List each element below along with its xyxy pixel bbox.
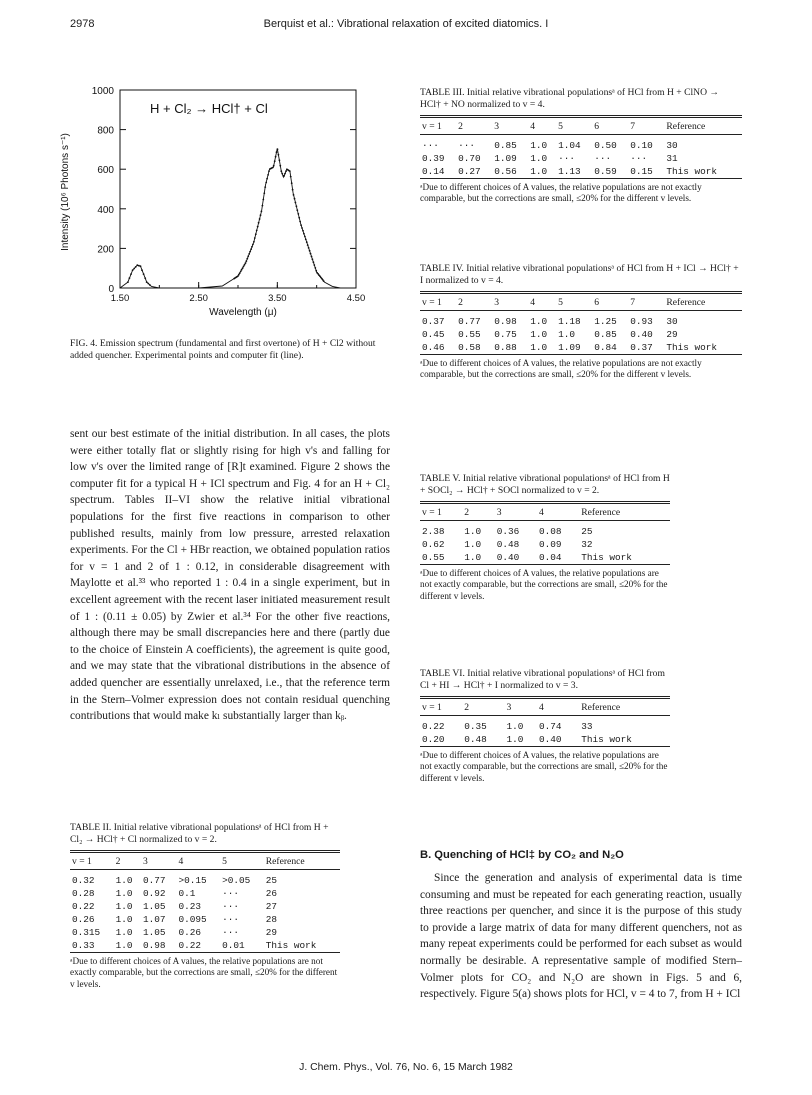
table-row — [420, 538, 670, 551]
chart-ylabel: Intensity (10⁶ Photons s⁻¹) — [60, 133, 71, 251]
table-cell: 1.25 — [594, 316, 617, 327]
table-cell: 0.62 — [422, 539, 445, 550]
table-cell: 30 — [666, 316, 678, 327]
table-header-cell: 3 — [495, 504, 537, 521]
table-cell: 2.38 — [422, 526, 445, 537]
table-cell: 31 — [666, 153, 678, 164]
table-cell: >0.15 — [178, 875, 207, 886]
table-cell: ··· — [594, 153, 612, 164]
table-cell: 1.05 — [142, 927, 166, 938]
table-header-cell: 2 — [462, 699, 504, 716]
table-header-cell: 2 — [456, 118, 492, 135]
table-4-footnote: ᵃDue to different choices of A values, the relative populations are not exactly comparable, but the corrections are small, ≤20% for the different v levels. — [420, 358, 702, 380]
table-4-title: TABLE IV. Initial relative vibrational populationsᵃ of HCl from H + ICl → HCl† + I normalized to v = 4. — [420, 263, 739, 286]
table-row — [420, 328, 742, 341]
table-row — [70, 939, 340, 952]
table-header-cell: 6 — [592, 294, 628, 311]
table-header-cell: v = 1 — [420, 504, 462, 521]
table-cell: 1.0 — [558, 329, 575, 340]
table-cell: 1.0 — [115, 875, 133, 886]
table-cell: 1.07 — [142, 914, 166, 925]
table-cell: 0.37 — [422, 316, 445, 327]
table-cell: 1.18 — [558, 316, 581, 327]
table-row — [420, 521, 670, 539]
table-cell: 0.77 — [142, 875, 166, 886]
table-6 — [420, 668, 670, 784]
table-cell: 0.85 — [494, 140, 517, 151]
table-cell: 1.0 — [530, 316, 548, 327]
table-cell: 32 — [581, 539, 593, 550]
table-3-grid — [420, 118, 742, 178]
chart-ticks — [92, 86, 366, 304]
table-cell: 0.55 — [458, 329, 481, 340]
table-cell: This work — [581, 734, 632, 745]
table-row — [420, 551, 670, 564]
figure-4-caption: FIG. 4. Emission spectrum (fundamental and first overtone) of H + Cl2 without added quencher. Experimental points and computer fit (line). — [70, 338, 376, 361]
table-header-cell: 2 — [114, 853, 141, 870]
table-cell: 25 — [581, 526, 593, 537]
table-cell: 1.0 — [530, 140, 548, 151]
table-cell: 0.22 — [422, 721, 445, 732]
table-cell: This work — [265, 940, 317, 951]
table-header-cell: v = 1 — [420, 294, 456, 311]
table-cell: 0.45 — [422, 329, 445, 340]
table-cell: 0.22 — [178, 940, 201, 951]
table-cell: 0.98 — [494, 316, 517, 327]
table-5-title: TABLE V. Initial relative vibrational populationsᵃ of HCl from H + SOCl₂ → HCl† + SOCl normalized to v = 2. — [420, 473, 670, 496]
table-cell: 0.26 — [72, 914, 95, 925]
chart-frame — [120, 90, 356, 288]
table-cell: 0.23 — [178, 901, 201, 912]
table-cell: 0.50 — [594, 140, 617, 151]
table-cell: 0.77 — [458, 316, 481, 327]
table-cell: 0.40 — [539, 734, 562, 745]
table-cell: 0.36 — [496, 526, 520, 537]
table-header-cell: 5 — [556, 118, 592, 135]
table-row — [70, 870, 340, 888]
y-tick-label: 200 — [97, 244, 114, 256]
table-cell: 0.15 — [630, 166, 653, 177]
table-header-cell: 7 — [628, 294, 664, 311]
table-row — [420, 716, 670, 734]
body-text-left — [70, 426, 390, 725]
table-header-cell: 2 — [456, 294, 492, 311]
table-cell: 0.40 — [496, 552, 520, 563]
table-cell: This work — [581, 552, 632, 563]
table-cell: 0.48 — [464, 734, 487, 745]
table-header-cell: 2 — [462, 504, 495, 521]
table-header-cell: Reference — [664, 118, 742, 135]
table-cell: >0.05 — [222, 875, 251, 886]
table-cell: 1.09 — [494, 153, 517, 164]
table-header-cell: v = 1 — [420, 699, 462, 716]
table-cell: 0.28 — [72, 888, 95, 899]
table-row — [70, 887, 340, 900]
table-header-cell: 6 — [592, 118, 628, 135]
table-cell: 1.0 — [115, 927, 133, 938]
table-header-cell: Reference — [579, 699, 670, 716]
table-2 — [70, 822, 340, 990]
table-cell: 1.0 — [464, 539, 482, 550]
x-tick-label: 1.50 — [110, 293, 130, 304]
table-cell: ··· — [558, 153, 575, 164]
y-tick-label: 1000 — [91, 86, 114, 97]
table-header-cell: Reference — [264, 853, 340, 870]
table-cell: ··· — [222, 927, 239, 938]
x-tick-label: 3.50 — [268, 293, 287, 304]
table-row — [70, 913, 340, 926]
table-cell: ··· — [630, 153, 648, 164]
chart-points — [127, 148, 325, 286]
table-6-footnote: ᵃDue to different choices of A values, the relative populations are not exactly comparable, but the corrections are small, ≤20% for the different v levels. — [420, 750, 668, 783]
x-tick-label: 2.50 — [189, 293, 208, 304]
table-header-cell: 4 — [176, 853, 220, 870]
table-cell: 0.84 — [594, 342, 617, 353]
table-header-cell: Reference — [579, 504, 670, 521]
y-tick-label: 400 — [97, 204, 114, 216]
table-5-grid — [420, 504, 670, 564]
table-cell: 0.315 — [72, 927, 101, 938]
table-cell: 1.0 — [530, 153, 548, 164]
paragraph: sent our best estimate of the initial distribution. In all cases, the plots were either totally flat or slightly rising for high v's and falling for low v's over the limited range of [R]t examined. Figure 2 shows the computer fit for a typical H + ICl spectrum and Fig. 4 for an H + Cl₂ spectrum. Tables II–VI show the relative initial vibrational populations for the first five reactions in comparison to other published results, mainly from low pressure, arrested relaxation experiments. For the Cl + HBr reaction, we obtained population ratios for v = 1 and 2 of 1 : 0.12, in considerable disagreement with Maylotte et al.³³ who reported 1 : 0.4 in a single experiment, but in excellent agreement with the recent laser initiated measurement result of 1 : (0.11 ± 0.05) by Zwier et al.³⁴ For the other five reactions, although there may be small discrepancies here and there (partly due to the choice of Einstein A coefficients), the agreement is quite good, and we may state that the vibrational distributions in the absence of added quencher are essentially unrelaxed, i.e., that the reference term in the Stern–Volmer expression does not contain residual quenching contributions that would make kₗ substantially larger than kᵦ. — [70, 428, 390, 723]
table-cell: 1.13 — [558, 166, 581, 177]
table-cell: 0.40 — [630, 329, 653, 340]
table-cell: 26 — [265, 888, 278, 899]
table-cell: 30 — [666, 140, 678, 151]
table-cell: 0.1 — [178, 888, 196, 899]
table-cell: 1.0 — [115, 901, 133, 912]
table-cell: 0.26 — [178, 927, 201, 938]
table-row — [70, 900, 340, 913]
table-header-cell: 4 — [537, 699, 579, 716]
table-cell: 1.05 — [142, 901, 166, 912]
y-tick-label: 0 — [108, 284, 114, 295]
table-row — [420, 152, 742, 165]
table-header-cell: 3 — [492, 118, 528, 135]
table-cell: 0.74 — [539, 721, 562, 732]
table-cell: 0.56 — [494, 166, 517, 177]
table-3-title: TABLE III. Initial relative vibrational populationsᵃ of HCl from H + ClNO → HCl† + NO normalized to v = 4. — [420, 87, 720, 110]
table-cell: 0.59 — [594, 166, 617, 177]
table-cell: 0.10 — [630, 140, 653, 151]
table-cell: This work — [666, 166, 718, 177]
page-number: 2978 — [70, 18, 95, 30]
table-cell: 1.0 — [115, 888, 133, 899]
table-cell: 28 — [265, 914, 278, 925]
y-tick-label: 800 — [97, 125, 114, 137]
table-header-cell: 5 — [556, 294, 592, 311]
table-cell: 0.27 — [458, 166, 481, 177]
table-cell: 0.01 — [222, 940, 245, 951]
table-cell: 0.55 — [422, 552, 445, 563]
table-cell: 0.92 — [142, 888, 166, 899]
table-cell: 0.85 — [594, 329, 617, 340]
table-cell: 33 — [581, 721, 593, 732]
table-cell: 1.0 — [506, 734, 524, 745]
x-tick-label: 4.50 — [346, 293, 366, 304]
table-row — [420, 733, 670, 746]
chart-xlabel: Wavelength (μ) — [209, 307, 277, 318]
table-header-cell: 3 — [504, 699, 537, 716]
table-3-footnote: ᵃDue to different choices of A values, the relative populations are not exactly comparable, but the corrections are small, ≤20% for the different v levels. — [420, 182, 702, 204]
table-cell: 0.04 — [539, 552, 562, 563]
table-5 — [420, 473, 670, 602]
table-header-cell: v = 1 — [420, 118, 456, 135]
table-cell: 0.46 — [422, 342, 445, 353]
table-cell: 0.93 — [630, 316, 653, 327]
table-5-footnote: ᵃDue to different choices of A values, the relative populations are not exactly comparable, but the corrections are small, ≤20% for the different v levels. — [420, 568, 668, 601]
table-row — [420, 311, 742, 329]
chart-axes — [120, 90, 356, 288]
section-b-text: Since the generation and analysis of experimental data is time consuming and must be repeated for each generating reaction, usually three reactions per quencher, and since it is the purpose of this study to provide a large matrix of data for many different quenchers, not as many repeat experiments could be performed for each subset as would normally be desirable. A representative sample of modified Stern–Volmer plots for CO₂ and N₂O are shown in Figs. 5 and 6, respectively. Figure 5(a) shows plots for HCl, v = 4 to 7, from H + ICl — [420, 872, 742, 1001]
table-row — [420, 135, 742, 153]
table-cell: 1.09 — [558, 342, 581, 353]
table-4-grid — [420, 294, 742, 354]
table-6-title: TABLE VI. Initial relative vibrational populationsᵃ of HCl from Cl + HI → HCl† + I normalized to v = 3. — [420, 668, 665, 691]
section-b-heading: B. Quenching of HCl‡ by CO₂ and N₂O — [420, 849, 624, 861]
section-b — [420, 849, 742, 1003]
table-6-grid — [420, 699, 670, 746]
table-cell: 25 — [265, 875, 278, 886]
table-cell: ··· — [458, 140, 475, 151]
table-cell: ··· — [422, 140, 439, 151]
running-title: Berquist et al.: Vibrational relaxation of excited diatomics. I — [263, 18, 549, 30]
table-header-cell: 5 — [220, 853, 264, 870]
table-cell: 27 — [265, 901, 278, 912]
chart-title: H + Cl₂ → HCl† + Cl — [150, 101, 268, 116]
table-cell: This work — [666, 342, 718, 353]
y-tick-label: 600 — [97, 165, 114, 177]
journal-citation: J. Chem. Phys., Vol. 76, No. 6, 15 March 1982 — [299, 1062, 513, 1073]
table-2-footnote: ᵃDue to different choices of A values, the relative populations are not exactly comparable, but the corrections are small, ≤20% for the different v levels. — [70, 956, 338, 989]
table-cell: ··· — [222, 888, 239, 899]
table-cell: 0.35 — [464, 721, 487, 732]
table-header-cell: 3 — [141, 853, 176, 870]
table-cell: 1.0 — [530, 166, 548, 177]
table-cell: 0.88 — [494, 342, 517, 353]
table-cell: 1.0 — [115, 940, 133, 951]
chart-fit-line — [120, 148, 340, 288]
table-cell: 0.98 — [142, 940, 166, 951]
table-header-cell: 4 — [528, 294, 556, 311]
table-cell: 0.095 — [178, 914, 207, 925]
table-header-cell: Reference — [664, 294, 742, 311]
table-3 — [420, 87, 742, 205]
table-row — [420, 341, 742, 354]
table-header-cell: 3 — [492, 294, 528, 311]
table-cell: 0.14 — [422, 166, 445, 177]
table-2-title: TABLE II. Initial relative vibrational populationsᵃ of HCl from H + Cl₂ → HCl† + Cl normalized to v = 2. — [70, 822, 329, 845]
table-cell: 29 — [666, 329, 678, 340]
table-cell: 1.0 — [115, 914, 133, 925]
table-4 — [420, 263, 742, 381]
table-cell: 1.0 — [464, 526, 482, 537]
table-cell: 0.22 — [72, 901, 95, 912]
table-cell: 1.0 — [530, 329, 548, 340]
table-header-cell: v = 1 — [70, 853, 114, 870]
table-header-cell: 7 — [628, 118, 664, 135]
figure-4-chart — [58, 80, 388, 320]
table-cell: 0.32 — [72, 875, 95, 886]
table-row — [420, 165, 742, 178]
table-cell: ··· — [222, 901, 239, 912]
table-cell: 1.0 — [506, 721, 524, 732]
table-cell: 0.33 — [72, 940, 95, 951]
table-2-grid — [70, 853, 340, 952]
table-cell: 1.04 — [558, 140, 581, 151]
table-cell: 0.08 — [539, 526, 562, 537]
table-cell: 1.0 — [530, 342, 548, 353]
table-cell: 0.75 — [494, 329, 517, 340]
table-cell: ··· — [222, 914, 239, 925]
table-row — [70, 926, 340, 939]
table-cell: 0.20 — [422, 734, 445, 745]
table-cell: 0.39 — [422, 153, 445, 164]
table-cell: 0.58 — [458, 342, 481, 353]
table-header-cell: 4 — [537, 504, 579, 521]
table-cell: 0.70 — [458, 153, 481, 164]
table-cell: 0.48 — [496, 539, 520, 550]
table-cell: 0.09 — [539, 539, 562, 550]
table-header-cell: 4 — [528, 118, 556, 135]
table-cell: 0.37 — [630, 342, 653, 353]
table-cell: 29 — [265, 927, 278, 938]
table-cell: 1.0 — [464, 552, 482, 563]
